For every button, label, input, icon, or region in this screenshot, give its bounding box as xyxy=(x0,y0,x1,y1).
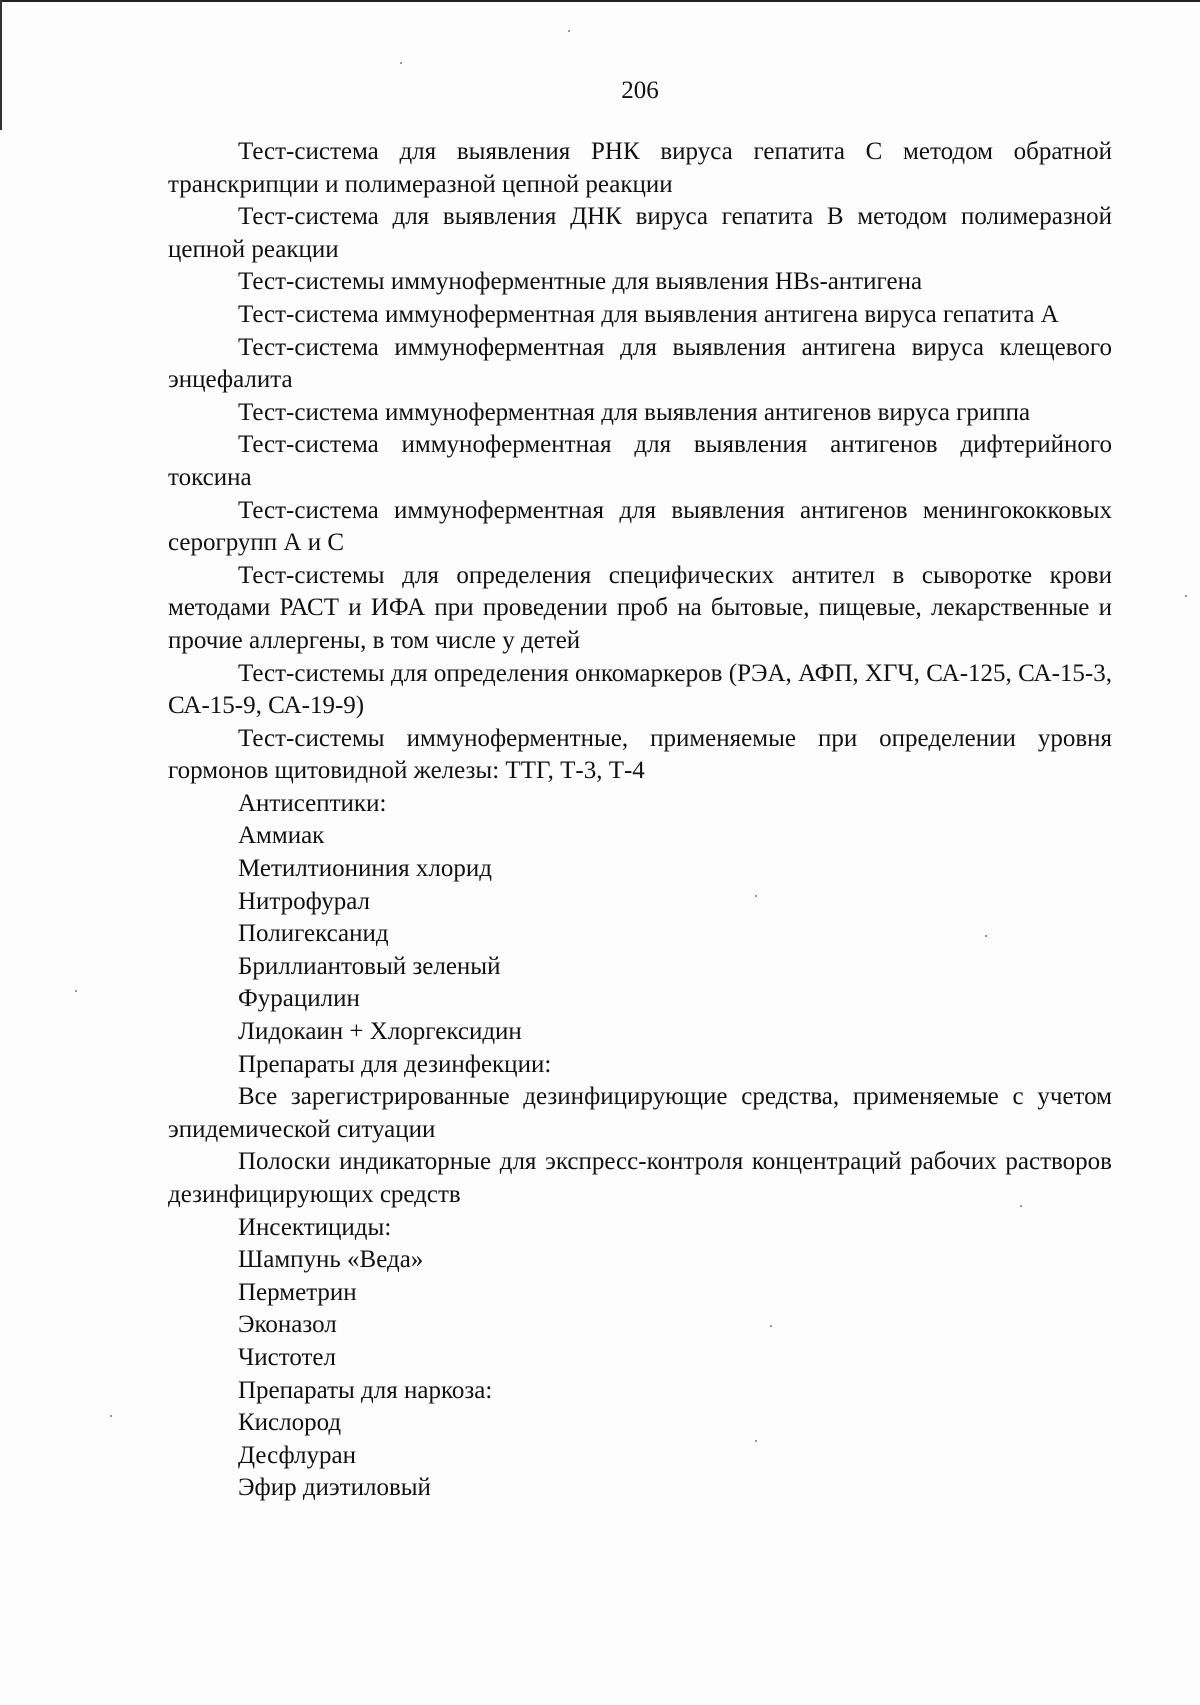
scan-edge-top xyxy=(0,0,1200,2)
list-item: Метилтиониния хлорид xyxy=(238,855,492,883)
page-number: 206 xyxy=(621,77,659,104)
scan-speck xyxy=(75,990,77,992)
section-heading-insecticides: Инсектициды: xyxy=(238,1213,392,1241)
list-item: Полигексанид xyxy=(238,920,389,948)
scan-speck xyxy=(400,62,402,64)
paragraph-registered-disinfectants: Все зарегистрированные дезинфицирующие средства, применяемые с учетом эпидемической ситуации xyxy=(168,1083,1112,1143)
section-heading-anesthesia: Препараты для наркоза: xyxy=(238,1376,493,1404)
paragraph-oncomarker-test: Тест-системы для определения онкомаркеров (РЭА, АФП, ХГЧ, СА-125, СА-15-3, СА-15-9, СА-19-9) xyxy=(168,659,1112,720)
paragraph-allergen-antibody-test: Тест-системы для определения специфических антител в сыворотке крови методами РАСТ и ИФА при проведении проб на бытовые, пищевые, лекарственные и прочие аллергены, в том числе у детей xyxy=(168,561,1112,654)
list-item: Эконазол xyxy=(238,1311,337,1339)
list-item: Лидокаин + Хлоргексидин xyxy=(238,1018,522,1046)
scan-speck xyxy=(1185,595,1187,597)
paragraph-hcv-rna-test: Тест-система для выявления РНК вируса гепатита С методом обратной транскрипции и полимеразной цепной реакции xyxy=(168,138,1112,198)
paragraph-tick-encephalitis-test: Тест-система иммуноферментная для выявления антигена вируса клещевого энцефалита xyxy=(168,333,1112,394)
list-item: Аммиак xyxy=(238,822,325,850)
scan-speck xyxy=(568,30,570,32)
section-heading-disinfection: Препараты для дезинфекции: xyxy=(238,1050,552,1078)
paragraph-hepatitis-a-test: Тест-система иммуноферментная для выявления антигена вируса гепатита А xyxy=(238,300,1059,328)
paragraph-influenza-test: Тест-система иммуноферментная для выявления антигенов вируса гриппа xyxy=(238,398,1031,426)
paragraph-hbv-dna-test: Тест-система для выявления ДНК вируса гепатита В методом полимеразной цепной реакции xyxy=(168,203,1112,263)
section-heading-antiseptics: Антисептики: xyxy=(238,789,387,817)
paragraph-indicator-strips: Полоски индикаторные для экспресс-контроля концентраций рабочих растворов дезинфицирующих средств xyxy=(168,1148,1112,1208)
scan-edge-left xyxy=(0,0,2,130)
scan-speck xyxy=(110,1415,112,1417)
list-item: Перметрин xyxy=(238,1278,357,1306)
paragraph-thyroid-hormone-test: Тест-системы иммуноферментные, применяемые при определении уровня гормонов щитовидной железы: ТТГ, Т-3, Т-4 xyxy=(168,724,1112,785)
list-item: Фурацилин xyxy=(238,985,360,1013)
list-item: Эфир диэтиловый xyxy=(238,1474,431,1502)
paragraph-meningococcal-test: Тест-система иммуноферментная для выявления антигенов менингококковых серогрупп А и С xyxy=(168,496,1112,557)
paragraph-diphtheria-toxin-test: Тест-система иммуноферментная для выявления антигенов дифтерийного токсина xyxy=(168,431,1112,491)
document-body xyxy=(168,136,1112,1505)
list-item: Чистотел xyxy=(238,1343,336,1371)
list-item: Нитрофурал xyxy=(238,887,371,915)
paragraph-hbs-antigen-test: Тест-системы иммуноферментные для выявления HBs-антигена xyxy=(238,268,923,296)
list-item: Десфлуран xyxy=(238,1441,357,1469)
list-item: Кислород xyxy=(238,1409,342,1437)
list-item: Бриллиантовый зеленый xyxy=(238,952,501,980)
list-item: Шампунь «Веда» xyxy=(238,1246,424,1274)
